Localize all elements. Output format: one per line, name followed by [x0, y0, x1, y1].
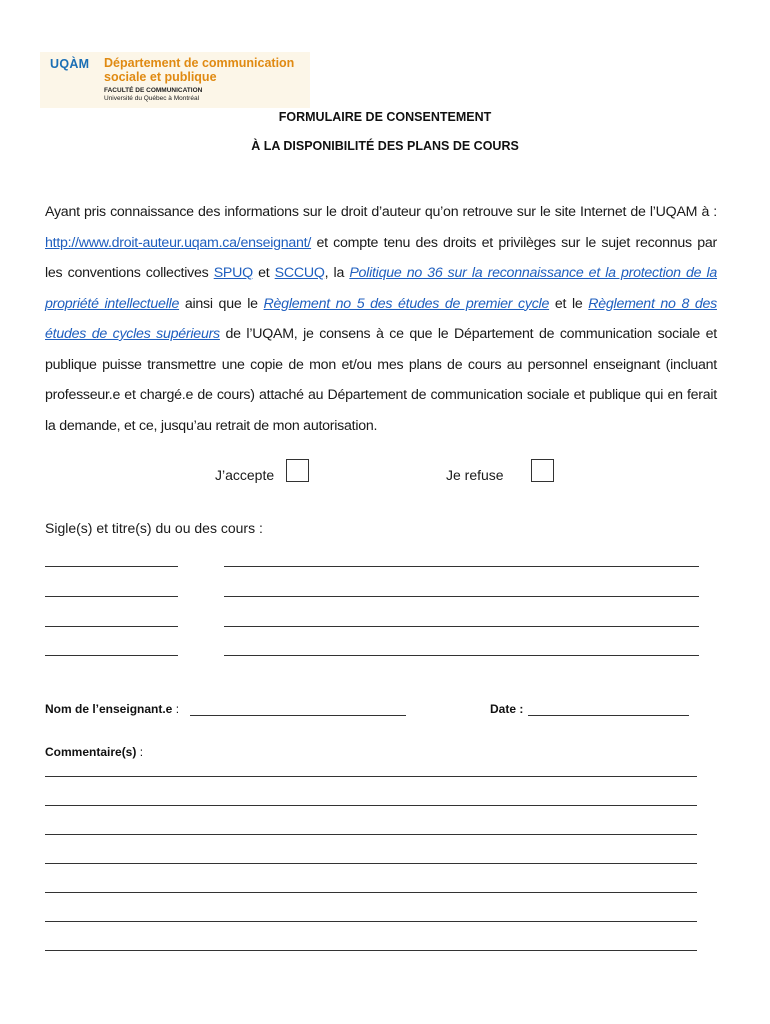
course-code-field[interactable] [45, 626, 178, 627]
comment-line[interactable] [45, 921, 697, 922]
course-title-field[interactable] [224, 655, 699, 656]
paragraph-text: et le [549, 295, 589, 312]
date-label [490, 702, 523, 716]
spuq-link[interactable]: SPUQ [213, 265, 253, 281]
accept-label: J’accepte [215, 467, 275, 483]
course-title-field[interactable] [224, 626, 699, 627]
paragraph-text: et [252, 265, 275, 281]
refuse-checkbox[interactable] [531, 459, 554, 482]
accept-checkbox[interactable] [286, 459, 309, 482]
date-label-text: Date : [490, 702, 524, 716]
refuse-label: Je refuse [446, 467, 504, 483]
reglement-8-link[interactable]: Règlement no 8 des études de cycles supérieurs [45, 295, 717, 342]
comment-label-text: Commentaire(s) [45, 745, 137, 759]
comment-label [45, 745, 143, 759]
course-code-field[interactable] [45, 596, 178, 597]
logo-department-line1: Département de communication [104, 56, 295, 70]
consent-paragraph [45, 197, 717, 441]
paragraph-text: , la [324, 265, 350, 281]
comment-colon: : [136, 745, 144, 759]
courses-label: Sigle(s) et titre(s) du ou des cours : [45, 520, 263, 536]
sccuq-link[interactable]: SCCUQ [274, 265, 325, 281]
paragraph-text: Ayant pris connaissance des informations sur le droit d’auteur qu’on retrouve sur le site Internet de l’UQAM à : [45, 204, 717, 220]
course-title-field[interactable] [224, 596, 699, 597]
logo-department-line2: sociale et publique [104, 70, 217, 84]
comment-line[interactable] [45, 950, 697, 951]
teacher-name-label-text: Nom de l’enseignant.e [45, 702, 173, 716]
paragraph-text: de l’UQAM, je consens à ce que le Département de communication sociale et publique puisse transmettre une copie de mon et/ou mes plans de cours au personnel enseignant (incluant professeur.e et chargé.e de cours) attaché au Département de communication sociale et publique qui en ferait la demande, et ce, jusqu’au retrait de mon autorisation. [45, 326, 717, 434]
teacher-name-field[interactable] [190, 715, 406, 716]
form-title-line2: À LA DISPONIBILITÉ DES PLANS DE COURS [251, 139, 519, 153]
politique-36-link[interactable]: Politique no 36 sur la reconnaissance et la protection de la propriété intellectuelle [45, 265, 718, 312]
teacher-name-colon: : [172, 702, 180, 716]
course-code-field[interactable] [45, 566, 178, 567]
course-title-field[interactable] [224, 566, 699, 567]
comment-line[interactable] [45, 776, 697, 777]
logo-university: Université du Québec à Montréal [104, 95, 200, 102]
date-field[interactable] [528, 715, 689, 716]
comment-line[interactable] [45, 834, 697, 835]
reglement-5-link[interactable]: Règlement no 5 des études de premier cycle [263, 295, 550, 312]
course-code-field[interactable] [45, 655, 178, 656]
logo-uqam-text: UQÀM [50, 57, 90, 71]
logo-faculty: FACULTÉ DE COMMUNICATION [104, 87, 203, 94]
paragraph-text: et compte tenu des droits et privilèges sur le sujet reconnus par les conventions collectives [45, 234, 717, 281]
teacher-name-label [45, 702, 179, 716]
paragraph-text: ainsi que le [179, 295, 264, 312]
droit-auteur-link[interactable]: http://www.droit-auteur.uqam.ca/enseignant/ [45, 234, 312, 251]
comment-line[interactable] [45, 805, 697, 806]
comment-line[interactable] [45, 892, 697, 893]
comment-line[interactable] [45, 863, 697, 864]
form-title-line1: FORMULAIRE DE CONSENTEMENT [278, 110, 492, 124]
logo-department [104, 56, 309, 84]
uqam-logo [40, 52, 310, 108]
